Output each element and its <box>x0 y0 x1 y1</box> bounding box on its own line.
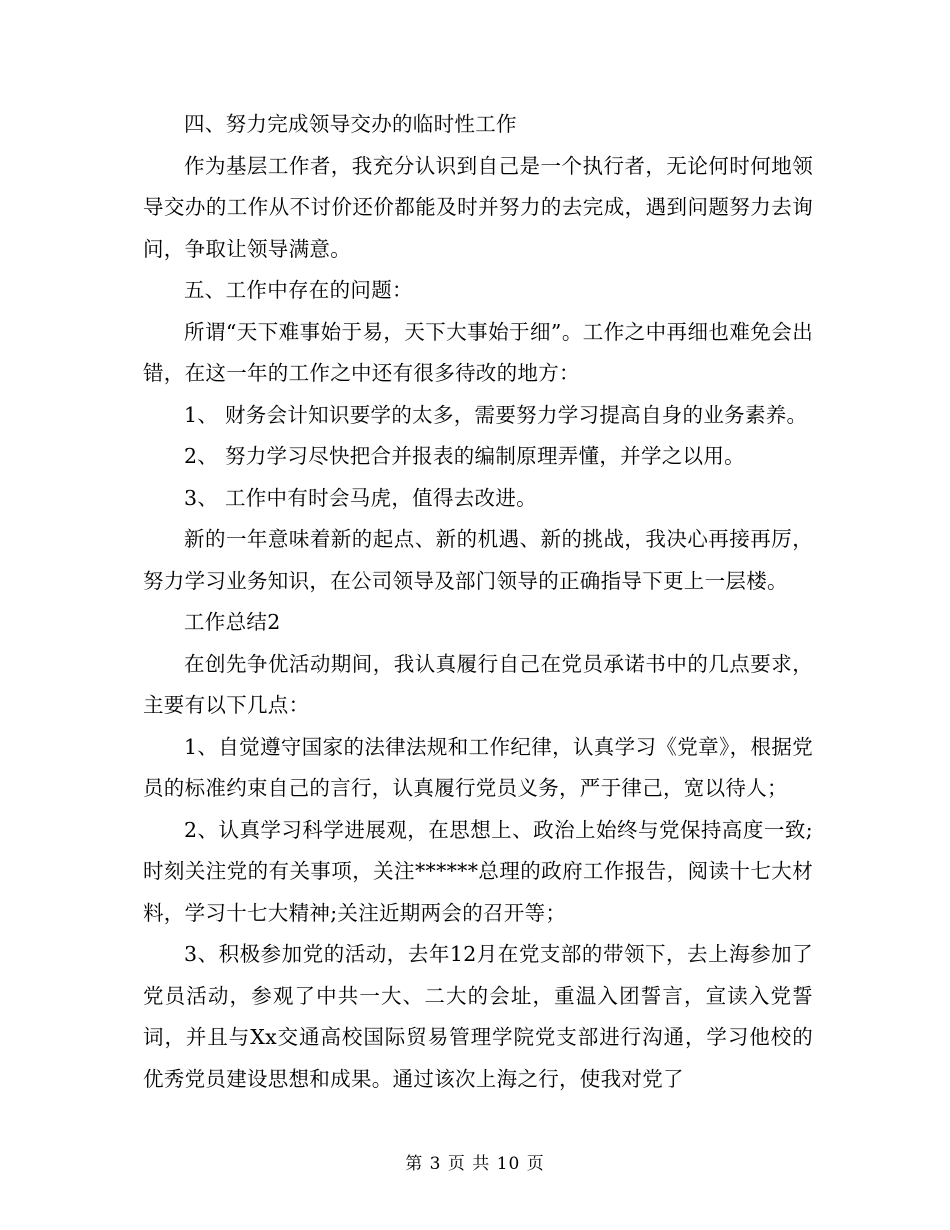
list-item: 1、自觉遵守国家的法律法规和工作纪律，认真学习《党章》，根据党员的标准约束自己的言行，认真履行党员义务，严于律己，宽以待人； <box>143 734 813 800</box>
list-item: 3、积极参加党的活动，去年12月在党支部的带领下，去上海参加了党员活动，参观了中共一大、二大的会址，重温入团誓言，宣读入党誓词，并且与Xx交通高校国际贸易管理学院党支部进行沟通，学习他校的优秀党员建设思想和成果。通过该次上海之行，使我对党了 <box>143 942 813 1091</box>
list-item: 1、 财务会计知识要学的太多，需要努力学习提高自身的业务素养。 <box>184 402 808 427</box>
body-paragraph: 新的一年意味着新的起点、新的机遇、新的挑战，我决心再接再厉，努力学习业务知识，在公司领导及部门领导的正确指导下更上一层楼。 <box>143 527 813 593</box>
page-number-footer: 第 3 页 共 10 页 <box>405 1154 545 1174</box>
section-heading-four: 四、努力完成领导交办的临时性工作 <box>184 112 517 136</box>
body-paragraph: 作为基层工作者，我充分认识到自己是一个执行者，无论何时何地领导交办的工作从不讨价还价都能及时并努力的去完成，遇到问题努力去询问，争取让领导满意。 <box>143 153 813 261</box>
body-paragraph: 所谓“天下难事始于易，天下大事始于细”。工作之中再细也难免会出错，在这一年的工作之中还有很多待改的地方： <box>143 319 813 385</box>
list-item: 3、 工作中有时会马虎，值得去改进。 <box>184 485 537 510</box>
section-title: 工作总结2 <box>184 610 281 634</box>
section-heading-five: 五、工作中存在的问题： <box>184 278 413 302</box>
list-item: 2、 努力学习尽快把合并报表的编制原理弄懂，并学之以用。 <box>184 444 745 468</box>
body-paragraph: 在创先争优活动期间，我认真履行自己在党员承诺书中的几点要求，主要有以下几点： <box>143 651 813 717</box>
document-body <box>143 104 813 1100</box>
list-item: 2、认真学习科学进展观，在思想上、政治上始终与党保持高度一致;时刻关注党的有关事项，关注******总理的政府工作报告，阅读十七大材料，学习十七大精神;关注近期两会的召开等； <box>143 817 813 925</box>
